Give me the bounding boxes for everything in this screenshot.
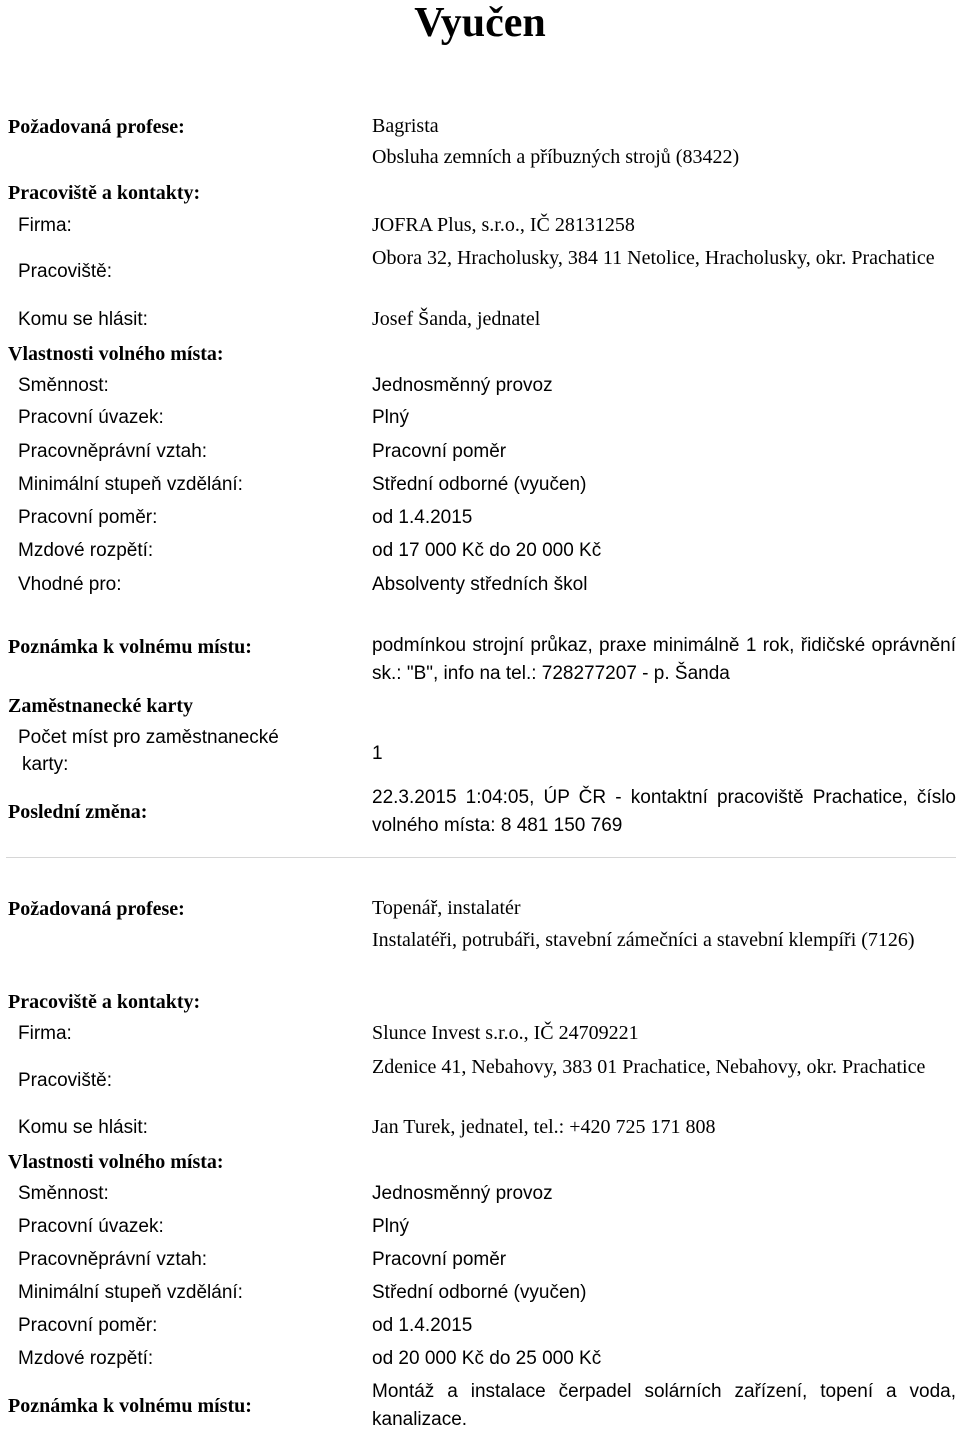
pomer-value: od 1.4.2015 <box>372 507 473 528</box>
vzdelani-value: Střední odborné (vyučen) <box>372 474 587 495</box>
vzdelani-label: Minimální stupeň vzdělání: <box>18 474 243 495</box>
pocet-label-line-1: Počet míst pro zaměstnanecké <box>18 727 279 748</box>
smennost-value: Jednosměnný provoz <box>372 1183 553 1204</box>
vztah-label: Pracovněprávní vztah: <box>18 441 208 462</box>
mzda-label: Mzdové rozpětí: <box>18 1348 154 1369</box>
smennost-label: Směnnost: <box>18 1183 109 1204</box>
poznamka-value: Montáž a instalace čerpadel solárních zařízení, topení a voda, kanalizace. <box>372 1381 956 1430</box>
mzda-value: od 20 000 Kč do 25 000 Kč <box>372 1348 602 1369</box>
contacts-heading: Pracoviště a kontakty: <box>8 182 201 204</box>
vztah-value: Pracovní poměr <box>372 1249 507 1270</box>
profese-label: Požadovaná profese: <box>8 116 185 138</box>
smennost-label: Směnnost: <box>18 375 109 396</box>
pocet-label-line-2: karty: <box>22 754 69 775</box>
firma-label: Firma: <box>18 215 72 236</box>
vlastnosti-heading: Vlastnosti volného místa: <box>8 343 224 365</box>
mzda-label: Mzdové rozpětí: <box>18 540 154 561</box>
zmena-label: Poslední změna: <box>8 801 148 823</box>
pracoviste-label: Pracoviště: <box>18 1070 112 1091</box>
komu-label: Komu se hlásit: <box>18 309 148 330</box>
mzda-value: od 17 000 Kč do 20 000 Kč <box>372 540 602 561</box>
poznamka-label: Poznámka k volnému místu: <box>8 1395 252 1417</box>
firma-value: Slunce Invest s.r.o., IČ 24709221 <box>372 1022 639 1044</box>
profese-category: Instalatéři, potrubáři, stavební zámečníci a stavební klempíři (7126) <box>372 929 915 951</box>
profese-title: Topenář, instalatér <box>372 897 521 919</box>
firma-label: Firma: <box>18 1023 72 1044</box>
vhodne-label: Vhodné pro: <box>18 574 122 595</box>
profese-label: Požadovaná profese: <box>8 898 185 920</box>
poznamka-value: podmínkou strojní průkaz, praxe minimálně 1 rok, řidičské oprávnění sk.: "B", info na tel.: 728277207 - p. Šanda <box>372 635 956 684</box>
pomer-label: Pracovní poměr: <box>18 1315 158 1336</box>
karty-heading: Zaměstnanecké karty <box>8 695 193 717</box>
pracoviste-value: Zdenice 41, Nebahovy, 383 01 Prachatice, Nebahovy, okr. Prachatice <box>372 1056 926 1078</box>
section-divider <box>6 857 956 858</box>
profese-category: Obsluha zemních a příbuzných strojů (83422) <box>372 146 740 168</box>
firma-value: JOFRA Plus, s.r.o., IČ 28131258 <box>372 214 635 236</box>
vhodne-value: Absolventy středních škol <box>372 574 588 595</box>
profese-title: Bagrista <box>372 115 439 137</box>
vztah-label: Pracovněprávní vztah: <box>18 1249 208 1270</box>
poznamka-label: Poznámka k volnému místu: <box>8 636 252 658</box>
vzdelani-label: Minimální stupeň vzdělání: <box>18 1282 243 1303</box>
zmena-value: 22.3.2015 1:04:05, ÚP ČR - kontaktní pracoviště Prachatice, číslo volného místa: 8 481 150 769 <box>372 787 956 836</box>
uvazek-label: Pracovní úvazek: <box>18 1216 164 1237</box>
uvazek-value: Plný <box>372 1216 409 1237</box>
vztah-value: Pracovní poměr <box>372 441 507 462</box>
pomer-label: Pracovní poměr: <box>18 507 158 528</box>
komu-value: Jan Turek, jednatel, tel.: +420 725 171 808 <box>372 1116 716 1138</box>
vlastnosti-heading: Vlastnosti volného místa: <box>8 1151 224 1173</box>
contacts-heading: Pracoviště a kontakty: <box>8 991 201 1013</box>
uvazek-value: Plný <box>372 407 409 428</box>
smennost-value: Jednosměnný provoz <box>372 375 553 396</box>
pocet-value: 1 <box>372 743 383 764</box>
pracoviste-label: Pracoviště: <box>18 261 112 282</box>
page-title: Vyučen <box>414 0 546 46</box>
komu-value: Josef Šanda, jednatel <box>372 308 541 330</box>
uvazek-label: Pracovní úvazek: <box>18 407 164 428</box>
vzdelani-value: Střední odborné (vyučen) <box>372 1282 587 1303</box>
pracoviste-value: Obora 32, Hracholusky, 384 11 Netolice, Hracholusky, okr. Prachatice <box>372 247 935 269</box>
pomer-value: od 1.4.2015 <box>372 1315 473 1336</box>
komu-label: Komu se hlásit: <box>18 1117 148 1138</box>
